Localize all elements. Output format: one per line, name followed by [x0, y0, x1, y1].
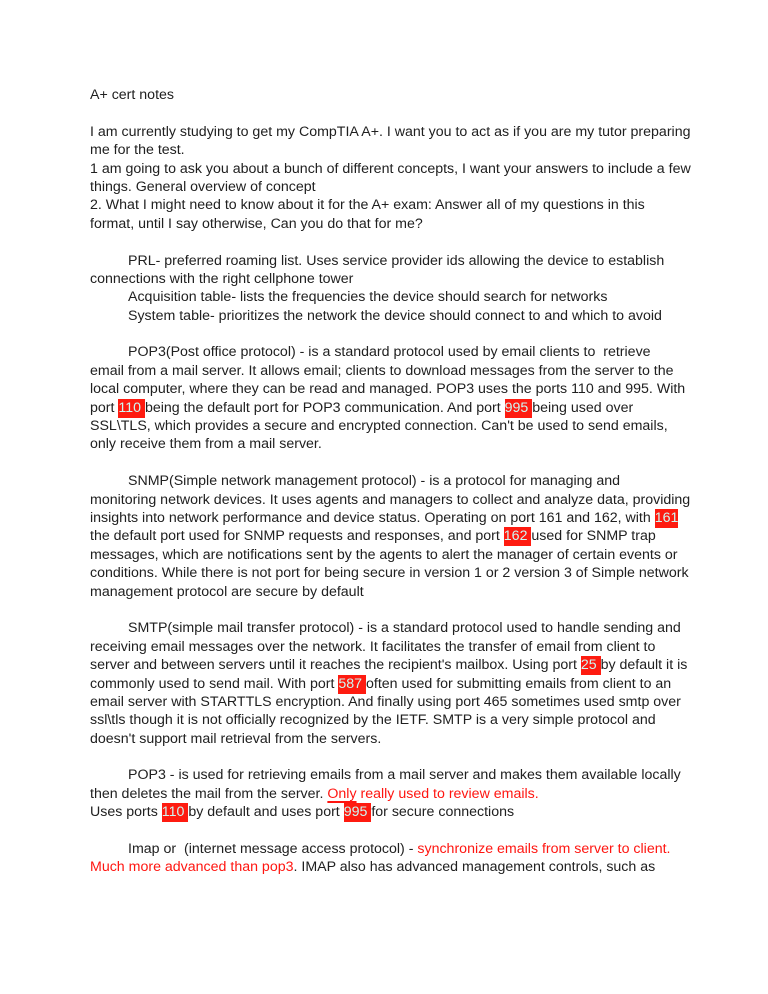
text-line [90, 178, 768, 196]
text-segment: A+ cert notes [90, 87, 174, 103]
red-note-text: Only [327, 785, 357, 802]
paragraph-smtp [90, 619, 768, 748]
text-segment: monitoring network devices. It uses agents and managers to collect and analyze data, providing [90, 491, 691, 508]
text-segment: port [90, 399, 119, 416]
text-segment: often used for submitting emails from client to an [366, 675, 672, 692]
text-line [90, 362, 768, 380]
text-line [90, 472, 768, 490]
text-line [90, 803, 768, 821]
text-segment: . IMAP also has advanced management controls, such as [293, 859, 656, 876]
paragraph-pop3-summary [90, 766, 768, 821]
text-line [90, 766, 768, 784]
text-line [90, 399, 768, 417]
text-line [90, 619, 768, 637]
paragraph-prl [90, 252, 768, 326]
text-segment: I am currently studying to get my CompTIA A+. I want you to act as if you are my tutor preparing [90, 123, 691, 140]
text-line [90, 196, 768, 214]
text-segment: ssl\tls though it is not officially recognized by the IETF. SMTP is a very simple protocol and [90, 712, 656, 729]
text-line [90, 252, 768, 270]
text-line [90, 730, 768, 748]
text-line [90, 711, 768, 729]
text-line [90, 693, 768, 711]
text-line [90, 583, 768, 601]
text-segment: insights into network performance and device status. Operating on port 161 and 162, with [90, 509, 655, 526]
text-segment: for secure connections [371, 804, 515, 821]
text-segment: POP3 - is used for retrieving emails from a mail server and makes them available locally [128, 767, 681, 784]
text-line [90, 491, 768, 509]
text-line [90, 380, 768, 398]
text-segment: Uses ports [90, 804, 162, 821]
text-segment: Acquisition table- lists the frequencies the device should search for networks [128, 289, 608, 306]
text-line [90, 509, 768, 527]
text-line [90, 840, 768, 858]
text-line [90, 435, 768, 453]
text-segment: doesn't support mail retrieval from the servers. [90, 730, 382, 747]
text-line [90, 343, 768, 361]
red-note-text: synchronize emails from server to client. [417, 841, 671, 858]
text-segment: local computer, where they can be read and managed. POP3 uses the ports 110 and 995. With [90, 381, 686, 398]
text-line [90, 638, 768, 656]
text-segment: 1 am going to ask you about a bunch of different concepts, I want your answers to include a few [90, 160, 691, 177]
text-segment: Imap or (internet message access protocol) - [128, 841, 418, 858]
text-segment: email server with STARTTLS encryption. And finally using port 465 sometimes used smtp over [90, 693, 681, 710]
highlighted-port-number: 25 [580, 657, 601, 674]
text-line [90, 307, 768, 325]
text-segment: the default port used for SNMP requests and responses, and port [90, 528, 504, 545]
text-line [90, 546, 768, 564]
text-segment: conditions. While there is not port for being secure in version 1 or 2 version 3 of Simple network [90, 565, 689, 582]
paragraph-pop3 [90, 343, 768, 453]
text-line [90, 417, 768, 435]
highlighted-port-number: 162 [503, 528, 532, 545]
highlighted-port-number: 110 [118, 399, 145, 416]
text-line [90, 123, 768, 141]
highlighted-port-number: 995 [504, 399, 533, 416]
text-segment: email from a mail server. It allows email; clients to download messages from the server to the [90, 362, 674, 379]
text-segment: by default it is [600, 657, 688, 674]
text-line [90, 270, 768, 288]
text-segment: by default and uses port [188, 804, 344, 821]
paragraph-snmp [90, 472, 768, 601]
text-segment: receiving email messages over the network. It facilitates the transfer of email from client to [90, 638, 656, 655]
paragraph-intro [90, 123, 768, 233]
text-segment: things. General overview of concept [90, 178, 316, 195]
red-note-text: really used to review emails. [356, 785, 539, 802]
red-note-text: Much more advanced than pop3 [90, 859, 294, 876]
text-line [90, 675, 768, 693]
text-segment: server and between servers until it reaches the recipient's mailbox. Using port [90, 657, 581, 674]
text-line [90, 215, 768, 233]
text-segment: SNMP(Simple network management protocol) - is a protocol for managing and [128, 473, 621, 490]
text-segment: SMTP(simple mail transfer protocol) - is a standard protocol used to handle sending and [128, 620, 681, 637]
paragraph-title [90, 86, 768, 104]
text-segment: SSL\TLS, which provides a secure and encrypted connection. Can't be used to send emails, [90, 418, 668, 435]
text-line [90, 527, 768, 545]
text-segment: me for the test. [90, 142, 185, 159]
text-segment: being used over [532, 399, 634, 416]
text-segment: management protocol are secure by default [90, 583, 364, 600]
text-segment: POP3(Post office protocol) - is a standard protocol used by email clients to retrieve [128, 344, 651, 361]
text-line [90, 86, 768, 104]
text-line [90, 288, 768, 306]
text-segment: PRL- preferred roaming list. Uses service provider ids allowing the device to establish [128, 252, 665, 269]
highlighted-port-number: 587 [338, 675, 367, 692]
text-segment: 2. What I might need to know about it for the A+ exam: Answer all of my questions in this [90, 197, 645, 214]
text-line [90, 141, 768, 159]
text-line [90, 160, 768, 178]
text-segment: System table- prioritizes the network the device should connect to and which to avoid [128, 307, 662, 324]
highlighted-port-number: 161 [654, 509, 679, 526]
paragraph-imap [90, 840, 768, 877]
text-line [90, 656, 768, 674]
text-line [90, 858, 768, 876]
highlighted-port-number: 995 [343, 804, 372, 821]
document-body [90, 86, 768, 877]
text-line [90, 785, 768, 803]
text-segment: then deletes the mail from the server. [90, 785, 328, 802]
text-line [90, 564, 768, 582]
text-segment: being the default port for POP3 communication. And port [144, 399, 505, 416]
highlighted-port-number: 110 [161, 804, 189, 821]
text-segment: messages, which are notifications sent by the agents to alert the manager of certain events or [90, 546, 678, 563]
text-segment: commonly used to send mail. With port [90, 675, 339, 692]
text-segment: used for SNMP trap [531, 528, 656, 545]
text-segment: only receive them from a mail server. [90, 436, 322, 453]
text-segment: format, until I say otherwise, Can you do that for me? [90, 215, 423, 232]
text-segment: connections with the right cellphone tower [90, 270, 354, 287]
